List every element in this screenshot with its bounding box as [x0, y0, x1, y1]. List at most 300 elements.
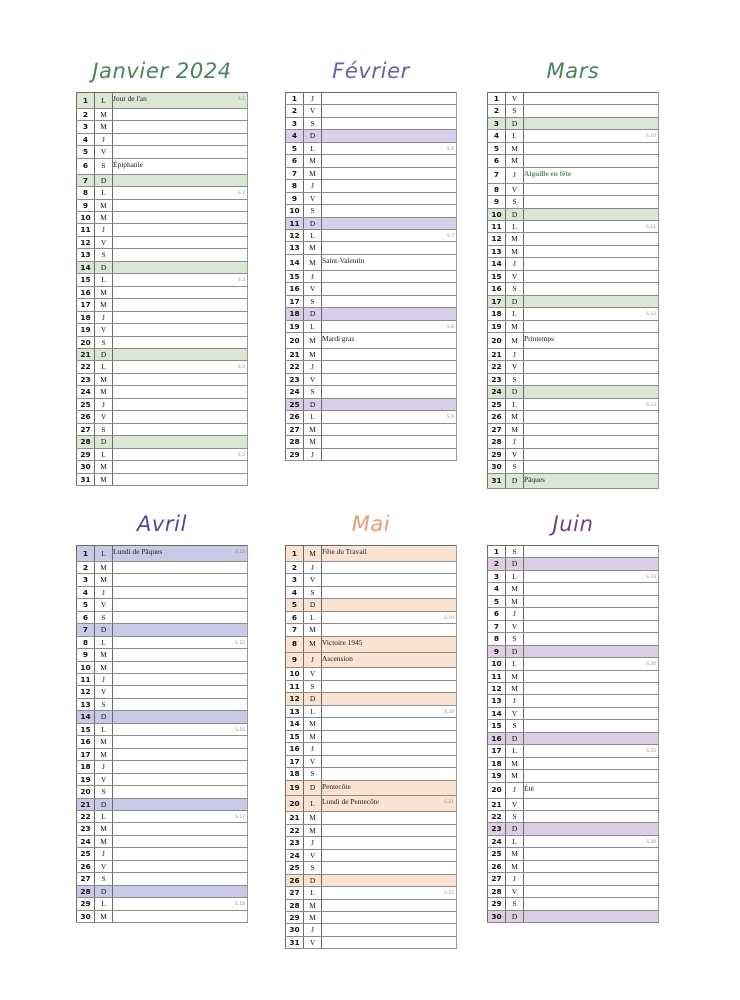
day-row[interactable] [77, 561, 248, 573]
day-row[interactable] [286, 411, 457, 423]
day-row[interactable] [286, 611, 457, 623]
day-row[interactable] [488, 333, 659, 349]
day-row[interactable] [488, 196, 659, 208]
event-cell[interactable] [322, 105, 457, 117]
day-row[interactable] [77, 611, 248, 623]
event-cell[interactable] [322, 411, 457, 423]
day-row[interactable] [286, 768, 457, 780]
day-row[interactable] [77, 336, 248, 348]
event-cell[interactable] [524, 595, 659, 607]
event-cell[interactable] [524, 682, 659, 694]
event-cell[interactable] [524, 196, 659, 208]
event-cell[interactable] [322, 295, 457, 307]
day-row[interactable] [286, 862, 457, 874]
day-row[interactable] [286, 373, 457, 385]
day-row[interactable] [77, 311, 248, 323]
event-cell[interactable] [113, 649, 248, 661]
event-cell[interactable] [113, 586, 248, 598]
event-cell[interactable] [113, 698, 248, 710]
event-cell[interactable] [524, 810, 659, 822]
day-row[interactable] [77, 348, 248, 360]
day-row[interactable] [77, 146, 248, 158]
event-cell[interactable] [322, 652, 457, 668]
event-cell[interactable] [322, 242, 457, 254]
event-cell[interactable] [113, 546, 248, 562]
day-row[interactable] [488, 645, 659, 657]
event-cell[interactable] [322, 155, 457, 167]
day-row[interactable] [77, 636, 248, 648]
day-row[interactable] [488, 835, 659, 847]
day-row[interactable] [286, 780, 457, 796]
event-cell[interactable] [113, 311, 248, 323]
event-cell[interactable] [524, 233, 659, 245]
day-row[interactable] [286, 130, 457, 142]
event-cell[interactable] [113, 686, 248, 698]
event-cell[interactable] [113, 624, 248, 636]
event-cell[interactable] [524, 798, 659, 810]
day-row[interactable] [77, 835, 248, 847]
event-cell[interactable] [524, 558, 659, 570]
day-row[interactable] [77, 873, 248, 885]
day-row[interactable] [77, 121, 248, 133]
day-row[interactable] [77, 624, 248, 636]
day-row[interactable] [77, 108, 248, 120]
day-row[interactable] [488, 770, 659, 782]
event-cell[interactable] [113, 773, 248, 785]
day-row[interactable] [488, 398, 659, 410]
event-cell[interactable] [322, 611, 457, 623]
event-cell[interactable] [322, 386, 457, 398]
event-cell[interactable] [322, 283, 457, 295]
day-row[interactable] [286, 718, 457, 730]
day-row[interactable] [77, 473, 248, 485]
day-row[interactable] [286, 561, 457, 573]
event-cell[interactable] [322, 768, 457, 780]
event-cell[interactable] [524, 308, 659, 320]
event-cell[interactable] [113, 386, 248, 398]
day-row[interactable] [286, 283, 457, 295]
event-cell[interactable] [113, 636, 248, 648]
day-row[interactable] [488, 423, 659, 435]
day-row[interactable] [286, 755, 457, 767]
day-row[interactable] [286, 423, 457, 435]
day-row[interactable] [286, 705, 457, 717]
event-cell[interactable] [113, 810, 248, 822]
event-cell[interactable] [113, 211, 248, 223]
day-row[interactable] [77, 461, 248, 473]
event-cell[interactable] [322, 373, 457, 385]
day-row[interactable] [488, 608, 659, 620]
event-cell[interactable] [524, 398, 659, 410]
day-row[interactable] [488, 546, 659, 558]
event-cell[interactable] [322, 361, 457, 373]
event-cell[interactable] [322, 167, 457, 179]
event-cell[interactable] [524, 117, 659, 129]
day-row[interactable] [77, 599, 248, 611]
day-row[interactable] [77, 361, 248, 373]
day-row[interactable] [286, 361, 457, 373]
event-cell[interactable] [113, 146, 248, 158]
day-row[interactable] [286, 386, 457, 398]
event-cell[interactable] [113, 398, 248, 410]
event-cell[interactable] [113, 324, 248, 336]
event-cell[interactable] [524, 270, 659, 282]
day-row[interactable] [77, 93, 248, 109]
event-cell[interactable] [113, 336, 248, 348]
day-row[interactable] [488, 898, 659, 910]
day-row[interactable] [77, 860, 248, 872]
day-row[interactable] [77, 885, 248, 897]
day-row[interactable] [488, 233, 659, 245]
event-cell[interactable] [322, 668, 457, 680]
day-row[interactable] [488, 448, 659, 460]
day-row[interactable] [77, 773, 248, 785]
event-cell[interactable] [524, 373, 659, 385]
event-cell[interactable] [524, 423, 659, 435]
event-cell[interactable] [113, 673, 248, 685]
event-cell[interactable] [524, 757, 659, 769]
day-row[interactable] [77, 274, 248, 286]
event-cell[interactable] [322, 837, 457, 849]
event-cell[interactable] [524, 633, 659, 645]
day-row[interactable] [77, 448, 248, 460]
day-row[interactable] [488, 270, 659, 282]
day-row[interactable] [286, 936, 457, 948]
event-cell[interactable] [524, 770, 659, 782]
day-row[interactable] [77, 748, 248, 760]
event-cell[interactable] [524, 910, 659, 922]
event-cell[interactable] [524, 142, 659, 154]
event-cell[interactable] [524, 348, 659, 360]
day-row[interactable] [488, 570, 659, 582]
event-cell[interactable] [524, 436, 659, 448]
event-cell[interactable] [322, 130, 457, 142]
event-cell[interactable] [113, 299, 248, 311]
event-cell[interactable] [524, 167, 659, 183]
event-cell[interactable] [113, 224, 248, 236]
event-cell[interactable] [322, 117, 457, 129]
event-cell[interactable] [322, 254, 457, 270]
event-cell[interactable] [322, 348, 457, 360]
day-row[interactable] [286, 652, 457, 668]
day-row[interactable] [488, 682, 659, 694]
day-row[interactable] [488, 183, 659, 195]
event-cell[interactable] [113, 561, 248, 573]
event-cell[interactable] [113, 249, 248, 261]
event-cell[interactable] [524, 898, 659, 910]
day-row[interactable] [77, 798, 248, 810]
day-row[interactable] [286, 849, 457, 861]
event-cell[interactable] [322, 718, 457, 730]
event-cell[interactable] [322, 93, 457, 105]
day-row[interactable] [77, 586, 248, 598]
event-cell[interactable] [113, 574, 248, 586]
day-row[interactable] [488, 320, 659, 332]
event-cell[interactable] [322, 796, 457, 812]
event-cell[interactable] [322, 308, 457, 320]
event-cell[interactable] [113, 436, 248, 448]
event-cell[interactable] [524, 93, 659, 105]
day-row[interactable] [286, 167, 457, 179]
event-cell[interactable] [322, 874, 457, 886]
day-row[interactable] [77, 199, 248, 211]
day-row[interactable] [286, 295, 457, 307]
day-row[interactable] [488, 558, 659, 570]
event-cell[interactable] [322, 180, 457, 192]
event-cell[interactable] [524, 860, 659, 872]
event-cell[interactable] [113, 473, 248, 485]
day-row[interactable] [286, 636, 457, 652]
day-row[interactable] [488, 473, 659, 489]
day-row[interactable] [286, 229, 457, 241]
event-cell[interactable] [113, 158, 248, 174]
event-cell[interactable] [524, 155, 659, 167]
day-row[interactable] [286, 874, 457, 886]
event-cell[interactable] [322, 730, 457, 742]
event-cell[interactable] [524, 873, 659, 885]
day-row[interactable] [286, 448, 457, 460]
event-cell[interactable] [113, 898, 248, 910]
day-row[interactable] [488, 848, 659, 860]
day-row[interactable] [488, 105, 659, 117]
event-cell[interactable] [322, 192, 457, 204]
event-cell[interactable] [524, 658, 659, 670]
day-row[interactable] [488, 732, 659, 744]
event-cell[interactable] [113, 723, 248, 735]
event-cell[interactable] [524, 208, 659, 220]
event-cell[interactable] [113, 274, 248, 286]
event-cell[interactable] [322, 586, 457, 598]
day-row[interactable] [77, 686, 248, 698]
day-row[interactable] [286, 796, 457, 812]
event-cell[interactable] [524, 608, 659, 620]
event-cell[interactable] [524, 295, 659, 307]
event-cell[interactable] [113, 133, 248, 145]
event-cell[interactable] [113, 286, 248, 298]
day-row[interactable] [286, 270, 457, 282]
day-row[interactable] [488, 633, 659, 645]
day-row[interactable] [286, 142, 457, 154]
day-row[interactable] [488, 745, 659, 757]
event-cell[interactable] [322, 636, 457, 652]
event-cell[interactable] [113, 121, 248, 133]
event-cell[interactable] [113, 611, 248, 623]
event-cell[interactable] [524, 386, 659, 398]
day-row[interactable] [286, 887, 457, 899]
day-row[interactable] [488, 167, 659, 183]
event-cell[interactable] [113, 873, 248, 885]
day-row[interactable] [77, 786, 248, 798]
day-row[interactable] [488, 245, 659, 257]
day-row[interactable] [488, 595, 659, 607]
event-cell[interactable] [322, 887, 457, 899]
event-cell[interactable] [524, 695, 659, 707]
event-cell[interactable] [524, 320, 659, 332]
day-row[interactable] [286, 730, 457, 742]
day-row[interactable] [77, 224, 248, 236]
day-row[interactable] [488, 208, 659, 220]
day-row[interactable] [286, 693, 457, 705]
day-row[interactable] [488, 258, 659, 270]
event-cell[interactable] [322, 743, 457, 755]
event-cell[interactable] [113, 711, 248, 723]
event-cell[interactable] [322, 217, 457, 229]
day-row[interactable] [77, 236, 248, 248]
event-cell[interactable] [113, 910, 248, 922]
day-row[interactable] [488, 117, 659, 129]
day-row[interactable] [488, 308, 659, 320]
event-cell[interactable] [322, 899, 457, 911]
day-row[interactable] [77, 249, 248, 261]
event-cell[interactable] [113, 599, 248, 611]
event-cell[interactable] [113, 736, 248, 748]
event-cell[interactable] [524, 333, 659, 349]
day-row[interactable] [488, 220, 659, 232]
day-row[interactable] [77, 898, 248, 910]
event-cell[interactable] [113, 835, 248, 847]
event-cell[interactable] [113, 860, 248, 872]
day-row[interactable] [286, 308, 457, 320]
event-cell[interactable] [524, 885, 659, 897]
event-cell[interactable] [524, 220, 659, 232]
day-row[interactable] [286, 320, 457, 332]
event-cell[interactable] [322, 705, 457, 717]
day-row[interactable] [77, 398, 248, 410]
day-row[interactable] [488, 620, 659, 632]
event-cell[interactable] [322, 320, 457, 332]
day-row[interactable] [286, 205, 457, 217]
day-row[interactable] [77, 574, 248, 586]
day-row[interactable] [286, 680, 457, 692]
event-cell[interactable] [524, 782, 659, 798]
event-cell[interactable] [113, 261, 248, 273]
day-row[interactable] [488, 583, 659, 595]
event-cell[interactable] [322, 824, 457, 836]
day-row[interactable] [488, 386, 659, 398]
day-row[interactable] [488, 707, 659, 719]
event-cell[interactable] [322, 849, 457, 861]
day-row[interactable] [488, 373, 659, 385]
event-cell[interactable] [322, 448, 457, 460]
day-row[interactable] [77, 736, 248, 748]
day-row[interactable] [488, 823, 659, 835]
event-cell[interactable] [322, 936, 457, 948]
event-cell[interactable] [322, 599, 457, 611]
event-cell[interactable] [113, 761, 248, 773]
event-cell[interactable] [113, 199, 248, 211]
event-cell[interactable] [322, 624, 457, 636]
event-cell[interactable] [113, 748, 248, 760]
day-row[interactable] [286, 824, 457, 836]
event-cell[interactable] [322, 436, 457, 448]
day-row[interactable] [488, 283, 659, 295]
event-cell[interactable] [113, 348, 248, 360]
event-cell[interactable] [524, 720, 659, 732]
day-row[interactable] [488, 885, 659, 897]
event-cell[interactable] [322, 693, 457, 705]
day-row[interactable] [488, 155, 659, 167]
day-row[interactable] [286, 812, 457, 824]
event-cell[interactable] [113, 236, 248, 248]
event-cell[interactable] [322, 924, 457, 936]
event-cell[interactable] [524, 546, 659, 558]
event-cell[interactable] [322, 205, 457, 217]
day-row[interactable] [488, 93, 659, 105]
event-cell[interactable] [524, 835, 659, 847]
day-row[interactable] [488, 782, 659, 798]
day-row[interactable] [286, 180, 457, 192]
event-cell[interactable] [524, 745, 659, 757]
day-row[interactable] [488, 695, 659, 707]
day-row[interactable] [286, 348, 457, 360]
day-row[interactable] [286, 599, 457, 611]
day-row[interactable] [488, 436, 659, 448]
day-row[interactable] [488, 720, 659, 732]
event-cell[interactable] [113, 798, 248, 810]
day-row[interactable] [77, 423, 248, 435]
day-row[interactable] [286, 546, 457, 562]
day-row[interactable] [77, 411, 248, 423]
day-row[interactable] [488, 860, 659, 872]
event-cell[interactable] [322, 680, 457, 692]
day-row[interactable] [488, 810, 659, 822]
day-row[interactable] [77, 698, 248, 710]
day-row[interactable] [286, 924, 457, 936]
day-row[interactable] [488, 910, 659, 922]
day-row[interactable] [286, 398, 457, 410]
day-row[interactable] [286, 436, 457, 448]
day-row[interactable] [286, 105, 457, 117]
event-cell[interactable] [322, 862, 457, 874]
day-row[interactable] [488, 658, 659, 670]
day-row[interactable] [286, 333, 457, 349]
day-row[interactable] [488, 461, 659, 473]
day-row[interactable] [77, 261, 248, 273]
day-row[interactable] [77, 673, 248, 685]
day-row[interactable] [77, 324, 248, 336]
day-row[interactable] [286, 586, 457, 598]
day-row[interactable] [77, 373, 248, 385]
day-row[interactable] [286, 217, 457, 229]
day-row[interactable] [77, 910, 248, 922]
day-row[interactable] [286, 254, 457, 270]
day-row[interactable] [286, 624, 457, 636]
event-cell[interactable] [113, 423, 248, 435]
day-row[interactable] [77, 436, 248, 448]
day-row[interactable] [77, 723, 248, 735]
event-cell[interactable] [524, 823, 659, 835]
event-cell[interactable] [524, 130, 659, 142]
day-row[interactable] [488, 130, 659, 142]
day-row[interactable] [286, 837, 457, 849]
event-cell[interactable] [524, 411, 659, 423]
event-cell[interactable] [113, 108, 248, 120]
day-row[interactable] [77, 187, 248, 199]
day-row[interactable] [77, 174, 248, 186]
day-row[interactable] [77, 299, 248, 311]
day-row[interactable] [77, 158, 248, 174]
event-cell[interactable] [524, 361, 659, 373]
day-row[interactable] [286, 192, 457, 204]
day-row[interactable] [488, 798, 659, 810]
day-row[interactable] [77, 661, 248, 673]
event-cell[interactable] [322, 561, 457, 573]
event-cell[interactable] [113, 448, 248, 460]
event-cell[interactable] [322, 333, 457, 349]
event-cell[interactable] [524, 183, 659, 195]
event-cell[interactable] [524, 645, 659, 657]
day-row[interactable] [77, 286, 248, 298]
